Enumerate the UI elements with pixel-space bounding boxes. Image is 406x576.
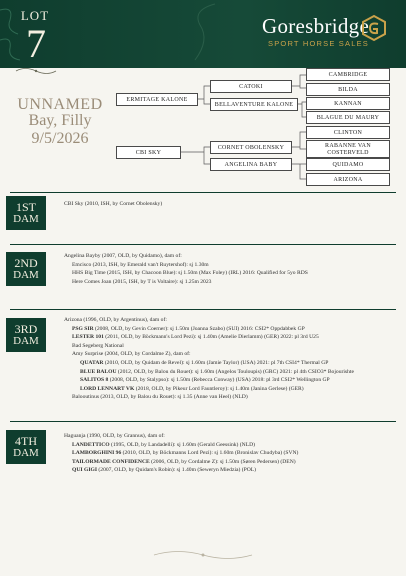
record-text: (2018, OLD, by Pikeur Lord Fauntleroy): sj 1.40m (Janina Gerlese) (GER) xyxy=(134,385,304,392)
dam-2-text xyxy=(64,252,394,286)
record-text: (2010, OLD, by Böckmanns Lord Pezi): sj 1.60m (Bronislav Chudyba) (SVN) xyxy=(121,450,299,457)
record-text: (2011, OLD, by Böckmann's Lord Pezi): sj 1.40m (Amelie Dierlamm) (GER) 2022: pl 3rd U25 xyxy=(103,334,319,341)
record-text: Bad Segeberg National xyxy=(72,342,124,349)
dam-record-line xyxy=(64,278,394,287)
record-text: (2010, OLD, by Quidam de Revel): sj 1.60m (Jamie Taylor) (USA) 2021: pl 7th CSI4* Thermal GP xyxy=(103,359,329,366)
dam-record-line xyxy=(64,385,394,394)
pedigree-ds-sire: CLINTON xyxy=(306,126,390,139)
pedigree-ss-dam: BILDA xyxy=(306,83,390,96)
dam-record-line xyxy=(64,458,394,467)
record-text: (2012, OLD, by Balou du Rouet): sj 1.60m (Angelos Touloupis) (GRC) 2021: pl 4th CSIO3* Bojourishte xyxy=(116,368,354,375)
pedigree-sd-sire: KANNAN xyxy=(306,97,390,110)
dam-4-text xyxy=(64,432,394,475)
dam-ordinal: 3RD xyxy=(14,322,38,336)
horse-name-bold: LORD LENNART VK xyxy=(80,385,135,392)
dam-1-text xyxy=(64,200,394,209)
dam-word: DAM xyxy=(13,269,39,281)
dam-record-line xyxy=(64,393,394,402)
horse-name-bold: LANDETTICO xyxy=(72,441,110,448)
dam-record-line xyxy=(64,350,394,359)
record-text: HHS Big Time (2015, ISH, by Chacoon Blue): sj 1.50m (Max Foley) (IRL) 2016: Qualified for 5yo RDS xyxy=(72,270,308,277)
section-divider xyxy=(10,244,396,245)
footer-ornament-icon xyxy=(150,548,256,562)
pedigree-dam-dam: ANGELINA BABY xyxy=(210,158,292,171)
dam-record-line xyxy=(64,342,394,351)
dam-record-line xyxy=(64,359,394,368)
record-text: Haguanja (1990, OLD, by Grannus), dam of: xyxy=(64,433,165,439)
lot-number: 7 xyxy=(26,21,46,66)
horse-name-bold: PSG SIR xyxy=(72,325,94,332)
record-text: (2007, OLD, by Quidam's Robin): sj 1.40m (Seweryn Miedzia) (POL) xyxy=(97,467,257,474)
dam-ordinal: 2ND xyxy=(14,256,38,270)
record-text: (2008, OLD, by Gevin Coerner): sj 1.50m (Joanna Szabo) (SUI) 2016: CSI2* Oppdabbek GP xyxy=(93,325,305,332)
dam-record-line xyxy=(64,261,394,270)
dam-word: DAM xyxy=(13,213,39,225)
dam-ordinal: 1ST xyxy=(15,200,36,214)
record-text: (2006, OLD, by Cordalme Z): sj 1.50m (Søren Pedersen) (DEN) xyxy=(149,458,296,465)
pedigree-sd-dam: BLAGUE DU MAURY xyxy=(306,111,390,124)
brand-name: Goresbridge xyxy=(262,14,370,38)
brand-tagline: SPORT HORSE SALES xyxy=(268,39,369,48)
horse-colour-sex: Bay, Filly xyxy=(28,112,92,129)
dam-record-line xyxy=(64,269,394,278)
horse-name-bold: TAILORMADE CONFIDENCE xyxy=(72,458,150,465)
dam-record-line xyxy=(64,252,394,261)
horse-name: UNNAMED xyxy=(17,96,103,113)
dam-record-line xyxy=(64,368,394,377)
record-text: (2008, OLD, by Stalypso): sj 1.50m (Rebecca Conway) (USA) 2018: pl 3rd CSI2* Wellington GP xyxy=(108,377,330,384)
dam-record-line xyxy=(64,441,394,450)
section-divider xyxy=(10,309,396,310)
dam-tab-1 xyxy=(6,196,46,230)
record-text: Emcisco (2013, ISH, by Emerald van't Ruytershof): sj 1.30m xyxy=(72,261,209,268)
horse-name-bold: SALITOS 8 xyxy=(80,377,109,384)
record-text: Amy Surprise (2004, OLD, by Cordalme Z), dam of: xyxy=(72,351,191,358)
record-text: Here Comes Joan (2015, ISH, by T is Voltaire): sj 1.25m 2023 xyxy=(72,278,212,285)
dam-tab-3 xyxy=(6,318,46,352)
horse-birth-date: 9/5/2026 xyxy=(31,130,89,147)
record-text: Angelina Bayby (2007, OLD, by Quidamo), dam of: xyxy=(64,253,182,259)
pedigree-dam-sire: CORNET OBOLENSKY xyxy=(210,141,292,154)
horse-name-bold: QUI GIGI xyxy=(72,467,98,474)
record-text: (1995, OLD, by Landadelli): sj 1.60m (Gerald Geessink) (NLD) xyxy=(109,441,256,448)
lot-label: LOT xyxy=(20,8,50,23)
horse-name-bold: LAMBORGHINI 96 xyxy=(72,450,122,457)
dam-tab-2 xyxy=(6,252,46,286)
record-text: CBI Sky (2010, ISH, by Cornet Obolensky) xyxy=(64,201,163,207)
pedigree-ss-sire: CAMBRIDGE xyxy=(306,68,390,81)
pedigree-ds-dam: RABANNE VAN COSTERVELD xyxy=(306,140,390,158)
pedigree-sire-sire: CATOKI xyxy=(210,80,292,93)
dam-record-line xyxy=(64,376,394,385)
dam-record-line xyxy=(64,466,394,475)
record-text: Arizona (1996, OLD, by Argentinus), dam of: xyxy=(64,317,167,323)
dam-record-line xyxy=(64,432,394,441)
record-text: Balooutinus (2013, OLD, by Balou du Rouet): sj 1.35 (Anne van Heel) (NLD) xyxy=(72,394,248,401)
dam-record-line xyxy=(64,449,394,458)
pedigree-dam: CBI SKY xyxy=(116,146,181,159)
dam-tab-4 xyxy=(6,430,46,464)
pedigree-dd-sire: QUIDAMO xyxy=(306,158,390,171)
dam-record-line xyxy=(64,316,394,325)
dam-record-line xyxy=(64,200,394,209)
dam-record-line xyxy=(64,325,394,334)
pedigree-sire: ERMITAGE KALONE xyxy=(116,93,198,106)
section-divider xyxy=(10,192,396,193)
dam-3-text xyxy=(64,316,394,402)
pedigree-dd-dam: ARIZONA xyxy=(306,173,390,186)
dam-word: DAM xyxy=(13,447,39,459)
dam-record-line xyxy=(64,333,394,342)
horse-name-bold: BLUE BALOU xyxy=(80,368,117,375)
dam-ordinal: 4TH xyxy=(15,434,37,448)
horse-name-bold: LESTER 101 xyxy=(72,334,104,341)
horse-name-bold: QUATAR xyxy=(80,359,104,366)
dam-word: DAM xyxy=(13,335,39,347)
section-divider xyxy=(10,421,396,422)
pedigree-sire-dam: BELLAVENTURE KALONE xyxy=(210,98,298,111)
